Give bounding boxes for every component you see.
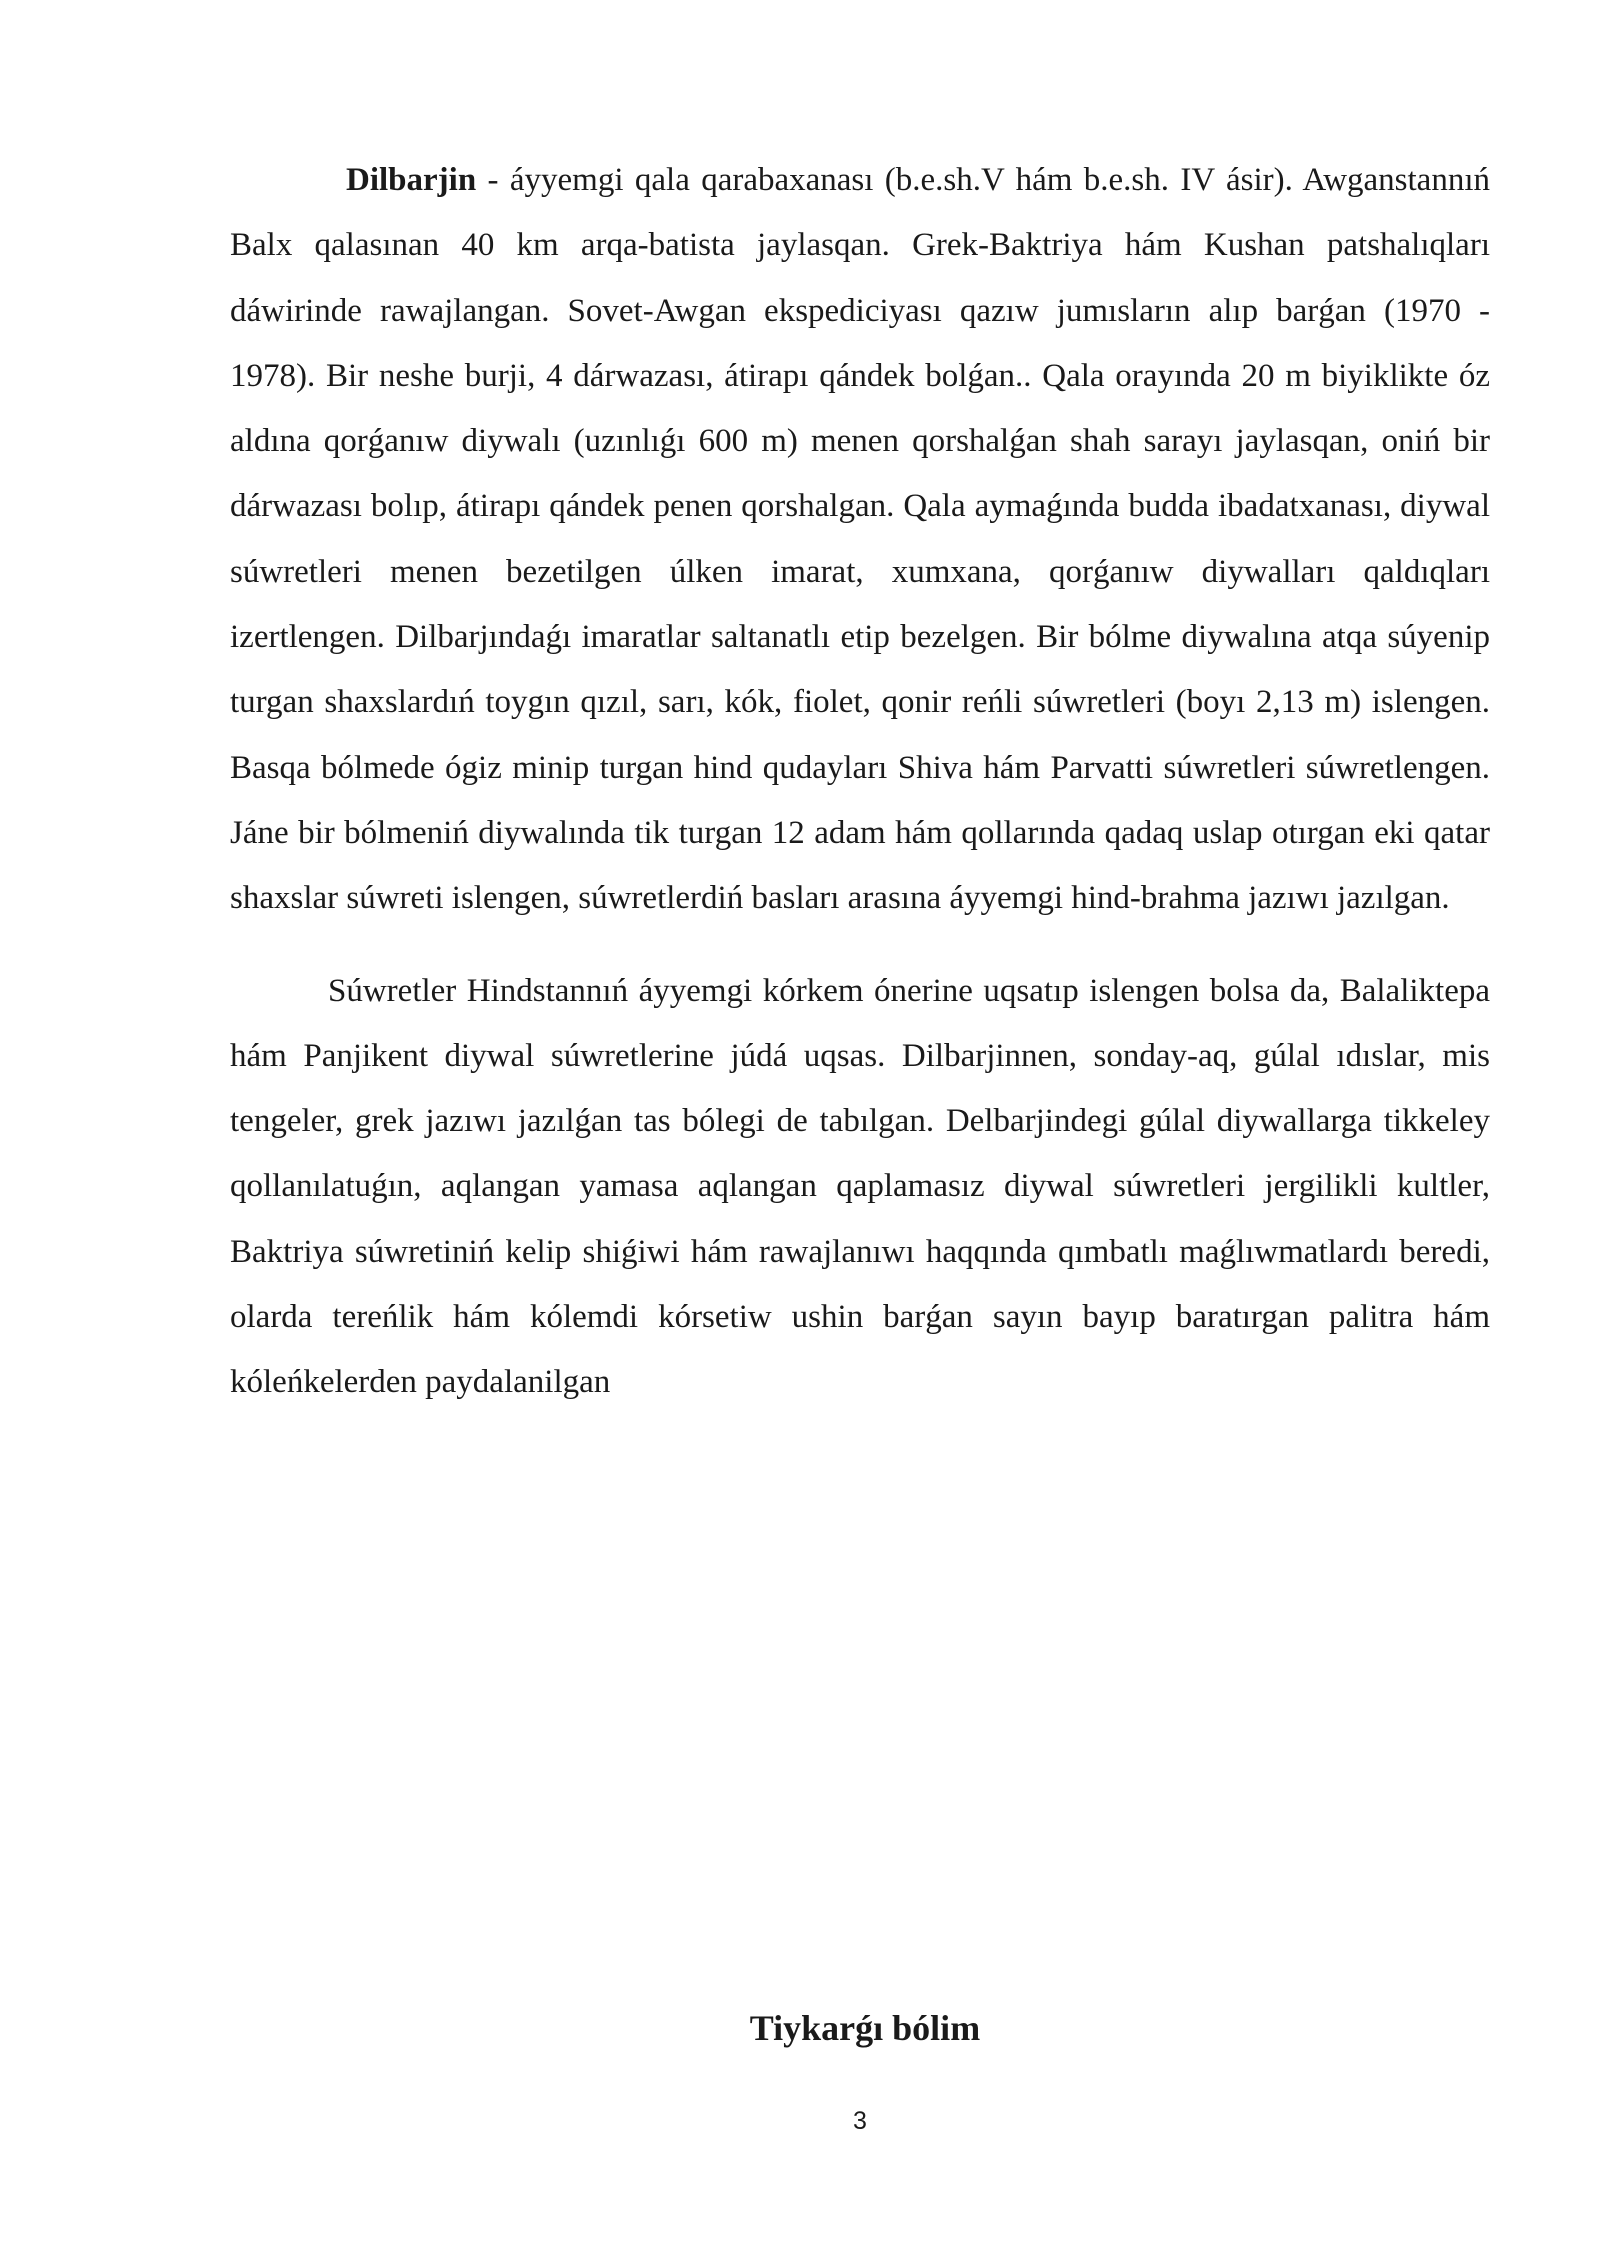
text-body (230, 148, 1490, 1416)
lead-term: Dilbarjin (346, 162, 477, 198)
paragraph-2-text: Súwretler Hindstannıń áyyemgi kórkem ónerine uqsatıp islengen bolsa da, Balaliktepa hám Panjikent diywal súwretlerine júdá uqsas. Dilbarjinnen, sonday-aq, gúlal ıdıslar, mis tengeler, grek jazıwı jazılǵan tas bólegi de tabılgan. Delbarjindegi gúlal diywallarga tikkeley qollanılatuǵın, aqlangan yamasa aqlangan qaplamasız diywal súwretleri jergilikli kultler, Baktriya súwretiniń kelip shiǵiwi hám rawajlanıwı haqqında qımbatlı maǵlıwmatlardı beredi, olarda tereńlik hám kólemdi kórsetiw ushin barǵan sayın bayıp baratırgan palitra hám kóleńkelerden paydalanilgan (230, 972, 1490, 1401)
paragraph-1-text: - áyyemgi qala qarabaxanası (b.e.sh.V hám b.e.sh. IV ásir). Awganstannıń Balx qalasınan 40 km arqa-batista jaylasqan. Grek-Baktriya hám Kushan patshalıqları dáwirinde rawajlangan. Sovet-Awgan ekspediciyası qazıw jumısların alıp barǵan (1970 - 1978). Bir neshe burji, 4 dárwazası, átirapı qándek bolǵan.. Qala orayında 20 m biyiklikte óz aldına qorǵanıw diywalı (uzınlıǵı 600 m) menen qorshalǵan shah sarayı jaylasqan, oniń bir dárwazası bolıp, átirapı qándek penen qorshalgan. Qala aymaǵında budda ibadatxanası, diywal súwretleri menen bezetilgen úlken imarat, xumxana, qorǵanıw diywalları qaldıqları izertlengen. Dilbarjındaǵı imaratlar saltanatlı etip bezelgen. Bir bólme diywalına atqa súyenip turgan shaxslardıń toygın qızıl, sarı, kók, fiolet, qonir reńli súwretleri (boyı 2,13 m) islengen. Basqa bólmede ógiz minip turgan hind qudayları Shiva hám Parvatti súwretleri súwretlengen. Jáne bir bólmeniń diywalında tik turgan 12 adam hám qollarında qadaq uslap otırgan eki qatar shaxslar súwreti islengen, súwretlerdiń basları arasına áyyemgi hind-brahma jazıwı jazılgan. (230, 162, 1490, 917)
paragraph-dilbarjin-description (230, 148, 1490, 932)
page-number: 3 (853, 2107, 867, 2135)
paragraph-wall-paintings (230, 959, 1490, 1416)
section-heading: Tiykarǵı bólim (749, 2008, 981, 2048)
